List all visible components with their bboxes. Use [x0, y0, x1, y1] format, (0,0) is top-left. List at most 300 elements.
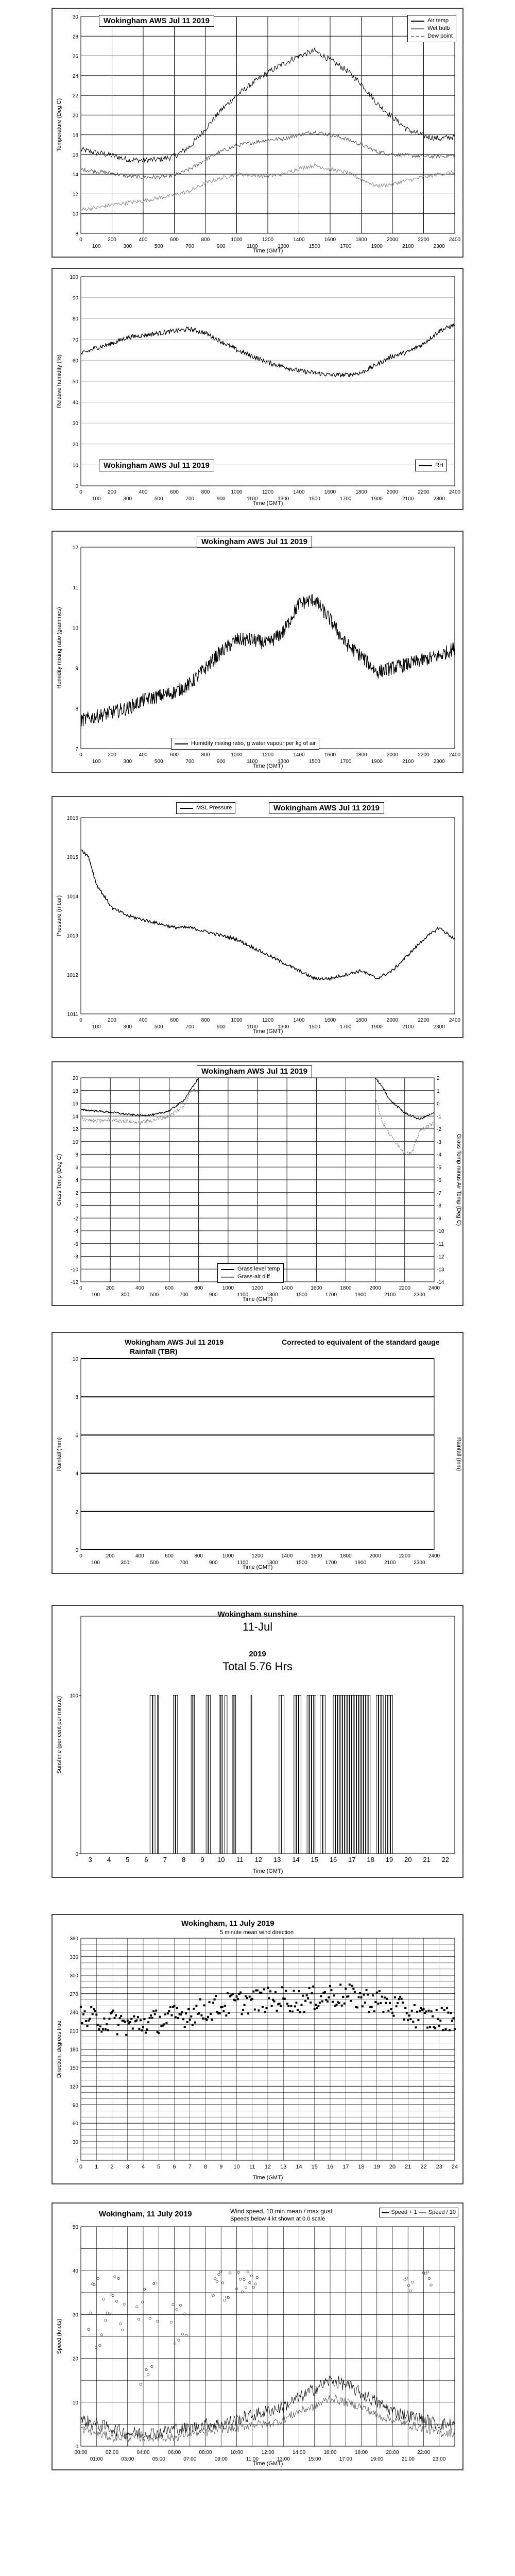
x-tick-label: 1600 — [311, 1553, 322, 1559]
y-tick-label: 10 — [72, 1139, 78, 1145]
y-tick-label: 150 — [70, 2065, 78, 2072]
wind-direction-point — [441, 2007, 443, 2009]
wind-direction-point — [289, 2010, 291, 2012]
y-tick-label-right: 0 — [437, 1101, 440, 1107]
x-tick-label: 22:00 — [417, 2450, 431, 2455]
rainfall-title: Wokingham AWS Jul 11 2019 — [125, 1338, 224, 1346]
wind-direction-point — [100, 2030, 102, 2032]
gust-point — [102, 2298, 105, 2300]
wind-direction-point — [138, 2028, 140, 2030]
x-tick-label: 1100 — [246, 759, 258, 765]
wind-direction-point — [312, 1986, 314, 1988]
y-axis-label: Pressure (mbar) — [56, 895, 62, 937]
wind-direction-point — [81, 2022, 83, 2024]
wind-direction-point — [431, 2010, 433, 2012]
x-tick-label: 2100 — [402, 759, 414, 765]
x-tick-label: 400 — [139, 489, 148, 495]
y-tick-label-right: 1 — [437, 1088, 440, 1094]
x-tick-label: 1800 — [355, 489, 367, 495]
x-tick-label: 1100 — [237, 1292, 249, 1298]
legend-speed-plus-1: Speed + 1 — [391, 2209, 417, 2215]
x-tick-label: 2000 — [386, 1018, 399, 1023]
y-tick-label: 2 — [75, 1509, 78, 1515]
y-tick-label: 16 — [72, 152, 78, 158]
sunshine-plot — [53, 1606, 462, 1877]
x-tick-label: 100 — [92, 1024, 101, 1030]
wind-direction-point — [438, 2025, 440, 2027]
x-tick-label: 100 — [91, 1560, 100, 1566]
wind-direction-point — [97, 2024, 99, 2026]
wind-direction-point — [296, 2002, 298, 2004]
wind-direction-point — [280, 2005, 282, 2007]
x-tick-label: 2300 — [414, 1292, 425, 1298]
gust-point — [149, 2317, 151, 2319]
gust-point — [99, 2344, 101, 2346]
wind-direction-point — [224, 2005, 226, 2007]
wind-direction-point — [402, 2002, 404, 2004]
x-tick-label: 300 — [121, 1560, 130, 1566]
grass-temp-legend — [217, 1263, 284, 1283]
pressure-title: Wokingham AWS Jul 11 2019 — [269, 802, 384, 814]
y-tick-label: 14 — [72, 172, 78, 178]
wind-speed-annotation: Speeds below 4 kt shown at 0.0 scale — [230, 2216, 325, 2222]
wind-direction-point — [328, 1996, 330, 1998]
temperature-legend — [407, 15, 456, 42]
gust-point — [143, 2288, 145, 2290]
x-tick-label: 1200 — [262, 1018, 274, 1023]
wind-direction-point — [389, 2002, 391, 2004]
y-tick-label: 20 — [72, 2356, 78, 2362]
wind-direction-point — [376, 1992, 378, 1994]
x-tick-label: 2000 — [369, 1553, 381, 1559]
x-tick-label: 1000 — [231, 1018, 243, 1023]
x-tick-label: 500 — [154, 244, 163, 249]
rainfall-subtitle: Rainfall (TBR) — [130, 1347, 178, 1355]
gust-point — [218, 2273, 220, 2275]
legend-wet-bulb: Wet bulb — [427, 25, 450, 31]
wind-direction-point — [419, 2010, 421, 2012]
wind-direction-point — [317, 2005, 319, 2007]
wind-direction-point — [429, 2026, 431, 2028]
x-axis-label: Time (GMT) — [242, 1564, 273, 1570]
x-tick-label: 19 — [373, 2164, 380, 2170]
y-tick-label: 20 — [72, 442, 78, 448]
wind-direction-point — [120, 2015, 122, 2017]
x-tick-label: 07:00 — [183, 2456, 197, 2462]
x-tick-label: 900 — [209, 1292, 218, 1298]
x-tick-label: 09:00 — [214, 2456, 228, 2462]
wind-direction-point — [236, 1995, 238, 1997]
wind-direction-point — [434, 2027, 436, 2029]
x-tick-label: 500 — [154, 759, 163, 765]
x-tick-label: 600 — [165, 1553, 174, 1559]
wind-direction-point — [198, 2012, 200, 2014]
rainfall-annotation: Corrected to equivalent of the standard gauge — [282, 1338, 440, 1346]
y-tick-label: 330 — [70, 1954, 78, 1960]
x-tick-label: 1500 — [296, 1292, 307, 1298]
x-tick-label: 11 — [249, 2164, 255, 2170]
y-tick-label: 1013 — [66, 933, 78, 939]
x-tick-label: 2400 — [428, 1553, 440, 1559]
wind-direction-point — [360, 1996, 363, 1998]
x-tick-label: 1300 — [278, 759, 289, 765]
wind-direction-point — [294, 2005, 296, 2007]
x-tick-label: 1900 — [354, 1560, 367, 1566]
wind-speed-title: Wokingham, 11 July 2019 — [99, 2210, 192, 2218]
x-tick-label: 0 — [79, 1285, 82, 1291]
y-tick-label: 18 — [72, 132, 78, 139]
y-tick-label: 90 — [72, 2103, 78, 2109]
wind-direction-point — [352, 1988, 354, 1990]
legend-dew-point: Dew point — [427, 33, 453, 39]
y-tick-label: 6 — [75, 1433, 78, 1439]
legend-air-temp: Air temp — [427, 18, 449, 24]
gust-point — [90, 2312, 92, 2314]
x-tick-label: 13 — [273, 1856, 281, 1863]
wind-direction-point — [364, 2002, 366, 2004]
y-tick-label: 40 — [72, 2268, 78, 2275]
sunshine-chart — [52, 1605, 464, 1878]
y-tick-label: 8 — [75, 231, 78, 237]
x-tick-label: 800 — [201, 489, 210, 495]
x-tick-label: 1200 — [262, 752, 274, 758]
gust-point — [252, 2286, 254, 2288]
wind-direction-point — [247, 2012, 249, 2014]
y-tick-label: 30 — [72, 2312, 78, 2318]
x-tick-label: 1500 — [308, 496, 320, 502]
y-tick-label: 240 — [70, 2010, 78, 2016]
wind-direction-point — [227, 1992, 229, 1994]
wind-direction-point — [187, 2008, 190, 2010]
wind-direction-point — [338, 2002, 340, 2004]
x-tick-label: 14 — [296, 2164, 302, 2170]
x-tick-label: 1400 — [293, 489, 305, 495]
x-tick-label: 7 — [163, 1856, 167, 1863]
x-tick-label: 9 — [200, 1856, 204, 1863]
x-tick-label: 600 — [170, 752, 179, 758]
x-tick-label: 1700 — [340, 1024, 352, 1030]
y-tick-label-right: -1 — [437, 1114, 441, 1120]
y-tick-label: 0 — [75, 1852, 78, 1857]
wind-direction-point — [98, 2028, 100, 2030]
y-axis-label: Grass Temp (Deg C) — [56, 1154, 62, 1206]
y-tick-label: 26 — [72, 54, 78, 60]
wind-direction-point — [137, 2016, 139, 2018]
wind-direction-point — [239, 1991, 242, 1993]
wind-direction-point — [358, 1996, 360, 1998]
wind-direction-point — [381, 1996, 383, 1998]
wind-direction-point — [80, 2006, 82, 2008]
x-tick-label: 15:00 — [308, 2456, 321, 2462]
humidity-chart — [52, 268, 464, 510]
x-axis-label: Time (GMT) — [252, 1868, 283, 1874]
y-tick-label: -12 — [71, 1280, 78, 1285]
y-tick-label: 10 — [72, 625, 78, 632]
y-tick-label: 30 — [72, 421, 78, 427]
x-tick-label: 10:00 — [230, 2450, 244, 2455]
y-tick-label: 22 — [72, 93, 78, 99]
wind-direction-point — [336, 2004, 338, 2006]
wind-direction-point — [437, 2018, 439, 2020]
wind-direction-point — [117, 2024, 119, 2026]
wind-direction-point — [316, 2007, 318, 2009]
x-tick-label: 8 — [182, 1856, 186, 1863]
y-tick-label: 60 — [72, 2121, 78, 2127]
x-tick-label: 2100 — [384, 1560, 396, 1566]
wind-direction-point — [207, 2016, 209, 2018]
x-tick-label: 1900 — [371, 759, 383, 765]
y-tick-label: 70 — [72, 337, 78, 343]
x-tick-label: 5 — [126, 1856, 130, 1863]
gust-point — [411, 2281, 414, 2283]
wind-direction-point — [260, 1992, 262, 1994]
x-tick-label: 1800 — [355, 237, 367, 243]
x-tick-label: 2100 — [402, 244, 414, 249]
wind-direction-point — [168, 2010, 170, 2012]
wind-direction-point — [454, 2028, 456, 2030]
x-tick-label: 12 — [254, 1856, 263, 1863]
wind-direction-point — [443, 2009, 445, 2011]
x-tick-label: 300 — [123, 1024, 132, 1030]
x-tick-label: 5 — [157, 2164, 161, 2170]
wind-direction-point — [263, 1988, 265, 1990]
y-tick-label-right: -2 — [437, 1127, 441, 1132]
wind-direction-point — [141, 2029, 143, 2031]
mixing-ratio-title: Wokingham AWS Jul 11 2019 — [197, 536, 312, 548]
wind-direction-point — [174, 2005, 176, 2007]
gust-point — [151, 2365, 153, 2367]
gust-point — [108, 2313, 110, 2315]
x-tick-label: 20:00 — [386, 2450, 399, 2455]
wind-direction-point — [408, 2014, 410, 2016]
wind-direction-point — [112, 2010, 114, 2012]
gust-point — [406, 2277, 408, 2279]
x-tick-label: 9 — [219, 2164, 223, 2170]
wind-direction-point — [192, 2024, 194, 2026]
x-tick-label: 06:00 — [167, 2450, 181, 2455]
sunshine-total: Total 5.76 Hrs — [222, 1660, 293, 1673]
x-tick-label: 21 — [423, 1856, 431, 1863]
wind-direction-point — [181, 2011, 183, 2013]
wind-direction-point — [414, 2004, 416, 2006]
wind-direction-point — [242, 2009, 244, 2011]
sunshine-date: 11-Jul — [242, 1620, 273, 1633]
x-tick-label: 15 — [311, 2164, 318, 2170]
x-tick-label: 16:00 — [323, 2450, 337, 2455]
wind-direction-point — [428, 2010, 430, 2012]
gust-point — [221, 2282, 224, 2284]
wind-direction-point — [115, 2014, 117, 2016]
x-tick-label: 2100 — [384, 1292, 396, 1298]
y-tick-label: 8 — [75, 1152, 78, 1158]
y-tick-label: 0 — [75, 2158, 78, 2164]
y-axis-label-right: Rainfall (mm) — [456, 1437, 462, 1471]
gust-point — [105, 2319, 107, 2321]
x-tick-label: 800 — [201, 752, 210, 758]
x-axis-label: Time (GMT) — [252, 500, 283, 506]
wind-direction-point — [444, 2028, 447, 2030]
x-tick-label: 20 — [404, 1856, 412, 1863]
x-tick-label: 1800 — [355, 752, 367, 758]
x-tick-label: 300 — [123, 759, 132, 765]
wind-direction-point — [425, 2010, 427, 2012]
x-tick-label: 7 — [188, 2164, 192, 2170]
wind-direction-point — [332, 2001, 334, 2003]
gust-point — [254, 2283, 256, 2285]
wind-direction-point — [329, 1985, 331, 1987]
x-tick-label: 100 — [91, 1292, 100, 1298]
wind-direction-point — [206, 2019, 208, 2021]
wind-speed-chart — [52, 2202, 464, 2470]
wind-direction-point — [92, 2013, 94, 2015]
x-tick-label: 300 — [121, 1292, 130, 1298]
mixing-ratio-plot — [53, 532, 462, 772]
x-axis-label: Time (GMT) — [252, 248, 283, 254]
wind-direction-point — [390, 2008, 392, 2010]
wind-direction-point — [202, 2018, 204, 2020]
mixing-ratio-chart — [52, 531, 464, 773]
y-tick-label: -8 — [74, 1254, 78, 1260]
x-tick-label: 400 — [135, 1285, 144, 1291]
y-axis-label-right: Grass Temp minus Air Temp (Deg C) — [456, 1133, 462, 1226]
wind-direction-point — [144, 2018, 146, 2020]
pressure-plot — [53, 797, 462, 1037]
wind-direction-point — [199, 1998, 201, 2001]
x-tick-label: 1100 — [246, 244, 258, 249]
wind-direction-point — [234, 1999, 236, 2002]
wind-direction-point — [154, 2013, 156, 2015]
gust-point — [256, 2276, 258, 2278]
y-tick-label: 14 — [72, 1114, 78, 1120]
x-tick-label: 18:00 — [354, 2450, 368, 2455]
x-tick-label: 2200 — [399, 1285, 410, 1291]
wind-direction-point — [319, 2002, 321, 2004]
gust-point — [224, 2299, 226, 2301]
y-tick-label: 4 — [75, 1471, 78, 1477]
x-tick-label: 22 — [420, 2164, 427, 2170]
y-tick-label: 28 — [72, 34, 78, 40]
wind-direction-point — [109, 2018, 111, 2020]
wind-direction-point — [249, 1996, 251, 1998]
wind-direction-point — [423, 2008, 425, 2010]
x-tick-label: 700 — [185, 1024, 195, 1030]
wind-direction-point — [107, 2029, 109, 2031]
x-tick-label: 18 — [358, 2164, 365, 2170]
wind-speed-legend — [379, 2208, 458, 2217]
wind-direction-point — [350, 2000, 352, 2002]
x-tick-label: 1900 — [371, 1024, 383, 1030]
wind-direction-point — [186, 2021, 188, 2023]
gust-point — [181, 2333, 183, 2335]
x-tick-label: 4 — [107, 1856, 111, 1863]
wind-direction-point — [222, 2010, 225, 2012]
wind-direction-point — [362, 2005, 364, 2007]
gust-point — [176, 2309, 178, 2311]
x-tick-label: 1800 — [355, 1018, 367, 1023]
x-tick-label: 12:00 — [261, 2450, 274, 2455]
gust-point — [404, 2279, 406, 2281]
x-tick-label: 2300 — [414, 1560, 425, 1566]
wind-direction-point — [149, 2017, 151, 2019]
wind-direction-point — [382, 2011, 384, 2013]
wind-direction-subtitle: 5 minute mean wind direction — [220, 1929, 294, 1936]
x-tick-label: 08:00 — [199, 2450, 212, 2455]
gust-point — [430, 2284, 432, 2286]
gust-point — [136, 2306, 138, 2308]
y-tick-label: 40 — [72, 400, 78, 406]
x-tick-label: 2300 — [433, 759, 445, 765]
wind-direction-point — [273, 2001, 276, 2003]
mixing-ratio-line — [81, 595, 455, 726]
gust-point — [115, 2300, 117, 2302]
wind-direction-point — [314, 2008, 316, 2010]
x-tick-label: 2000 — [369, 1285, 381, 1291]
wind-direction-point — [407, 2019, 409, 2021]
wind-direction-point — [398, 1998, 400, 2000]
wind-direction-point — [241, 2013, 243, 2015]
x-tick-label: 2200 — [418, 1018, 430, 1023]
y-tick-label-right: -8 — [437, 1203, 441, 1209]
x-tick-label: 14:00 — [292, 2450, 306, 2455]
y-tick-label: -4 — [74, 1229, 78, 1234]
wind-direction-point — [324, 1991, 326, 1993]
gust-point — [243, 2278, 245, 2280]
x-tick-label: 11:00 — [246, 2456, 259, 2462]
wind-direction-point — [158, 2032, 160, 2034]
wind-direction-point — [439, 2020, 441, 2022]
legend-grass-air-diff: Grass-air diff — [237, 1274, 270, 1280]
x-tick-label: 1700 — [325, 1560, 337, 1566]
y-tick-label: 1016 — [66, 816, 78, 821]
y-tick-label: 60 — [72, 358, 78, 364]
x-tick-label: 21:00 — [401, 2456, 415, 2462]
x-tick-label: 900 — [216, 1024, 226, 1030]
x-tick-label: 1500 — [308, 759, 320, 765]
x-tick-label: 1900 — [371, 496, 383, 502]
wind-direction-point — [87, 2025, 89, 2027]
wind-direction-point — [416, 2011, 418, 2013]
x-tick-label: 10 — [233, 2164, 240, 2170]
wind-direction-point — [281, 1986, 283, 1988]
x-tick-label: 01:00 — [90, 2456, 103, 2462]
y-axis-label: Relative humidity (%) — [56, 354, 62, 408]
wind-direction-point — [344, 2003, 346, 2005]
wind-direction-point — [432, 2015, 434, 2018]
y-tick-label: 80 — [72, 316, 78, 323]
gust-point — [179, 2304, 181, 2306]
wind-direction-point — [209, 2001, 211, 2003]
wind-direction-point — [251, 1998, 253, 2000]
wind-direction-point — [297, 2009, 299, 2011]
x-tick-label: 2200 — [418, 237, 430, 243]
gust-point — [93, 2283, 95, 2285]
gust-point — [214, 2278, 216, 2280]
wind-direction-point — [127, 2020, 129, 2022]
wind-direction-point — [252, 1991, 254, 1993]
x-tick-label: 700 — [179, 1560, 188, 1566]
wind-direction-point — [406, 2012, 408, 2014]
x-tick-label: 6 — [144, 1856, 148, 1863]
wind-direction-point — [264, 2011, 266, 2013]
wind-direction-point — [451, 2020, 453, 2022]
y-tick-label: 20 — [72, 1076, 78, 1081]
wind-direction-point — [333, 1994, 335, 1996]
x-tick-label: 900 — [216, 496, 226, 502]
wind-direction-point — [111, 2011, 113, 2013]
y-axis-label: Humidity mixing ratio (grammes) — [56, 607, 62, 689]
wind-direction-point — [286, 2003, 288, 2005]
x-tick-label: 1600 — [324, 489, 336, 495]
